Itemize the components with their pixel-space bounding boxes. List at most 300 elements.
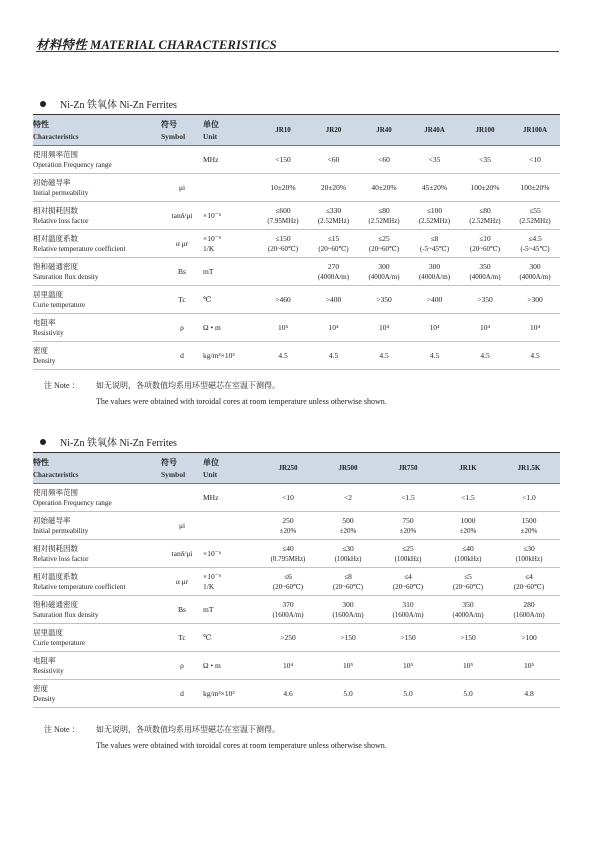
unit-cell <box>203 680 258 708</box>
value-cell <box>359 146 409 174</box>
value-condition: (2.52MHz) <box>519 216 551 225</box>
symbol-cell: ρ <box>161 314 203 342</box>
value-cell <box>510 286 560 314</box>
symbol-cell: ρ <box>161 652 203 680</box>
header-unit: 单位 Unit <box>203 453 258 484</box>
value-cell <box>378 484 438 512</box>
table-row <box>33 146 560 174</box>
value-main: <1.5 <box>461 492 475 502</box>
value-condition: (1600A/m) <box>392 610 424 619</box>
characteristic-en: Relative temperature coefficient <box>33 582 126 591</box>
value-main: 10⁴ <box>378 322 390 332</box>
value-cell <box>258 624 318 652</box>
characteristic-zh: 居里温度 <box>33 289 63 299</box>
value-cell <box>258 258 308 286</box>
symbol-cell: d <box>161 342 203 370</box>
value-main: 4.5 <box>530 350 540 360</box>
value-main: 100±20% <box>520 182 550 192</box>
unit-text-2: 1/K <box>203 581 215 591</box>
value-cell <box>258 568 318 596</box>
value-condition: (100kHz) <box>454 554 482 563</box>
value-cell <box>438 652 498 680</box>
value-main: ≤15 <box>327 233 340 243</box>
value-cell <box>438 680 498 708</box>
value-condition: (1600A/m) <box>513 610 545 619</box>
value-cell <box>359 174 409 202</box>
unit-text: kg/m³×10³ <box>203 688 235 698</box>
value-cell <box>378 596 438 624</box>
value-main: >400 <box>426 294 443 304</box>
value-condition: (7.95MHz) <box>267 216 299 225</box>
symbol-cell: Tc <box>161 624 203 652</box>
value-cell <box>258 314 308 342</box>
note-label: 注 Note ： <box>44 725 80 734</box>
note-english: The values were obtained with toroidal cores at room temperature unless otherwise shown. <box>96 741 387 750</box>
unit-cell <box>203 174 258 202</box>
value-main: ≤8 <box>344 571 352 581</box>
symbol-cell: tanδ/μi <box>161 540 203 568</box>
value-cell <box>378 540 438 568</box>
value-cell <box>498 512 560 540</box>
symbol-cell: α μr <box>161 568 203 596</box>
value-condition: (-5~45℃) <box>419 244 450 253</box>
unit-cell <box>203 512 258 540</box>
value-condition: (20~60℃) <box>392 582 424 591</box>
characteristic-en: Operation Frequency range <box>33 160 112 169</box>
value-cell <box>409 230 460 258</box>
section-heading-text: Ni-Zn 铁氧体 Ni-Zn Ferrites <box>60 438 177 449</box>
value-main: ≤5 <box>464 571 472 581</box>
value-cell <box>498 652 560 680</box>
value-main: 100±20% <box>470 182 500 192</box>
value-cell <box>438 540 498 568</box>
section-heading-text: Ni-Zn 铁氧体 Ni-Zn Ferrites <box>60 100 177 111</box>
value-main: 10⁵ <box>277 322 289 332</box>
table-row <box>33 512 560 540</box>
value-cell <box>438 568 498 596</box>
value-condition: (100kHz) <box>515 554 543 563</box>
value-condition: (100kHz) <box>334 554 362 563</box>
characteristic-zh: 相对损耗因数 <box>33 543 78 553</box>
value-cell <box>258 596 318 624</box>
characteristic-en: Density <box>33 356 56 365</box>
value-cell <box>258 652 318 680</box>
value-main: 350 <box>479 261 491 271</box>
value-main: ≤10 <box>479 233 491 243</box>
value-cell <box>318 484 378 512</box>
value-condition: (100kHz) <box>394 554 422 563</box>
value-cell <box>510 174 560 202</box>
material-table-1 <box>33 114 560 370</box>
value-condition: (2.52MHz) <box>368 216 400 225</box>
value-cell <box>498 596 560 624</box>
value-condition: (20~60℃) <box>513 582 545 591</box>
table-row <box>33 568 560 596</box>
value-condition: (20~60℃) <box>469 244 501 253</box>
value-condition: (2.52MHz) <box>317 216 350 225</box>
value-main: 500 <box>342 515 354 525</box>
unit-cell <box>203 314 258 342</box>
characteristic-zh: 相对温度系数 <box>33 571 78 581</box>
value-main: <150 <box>275 154 291 164</box>
value-main: ≤100 <box>426 205 443 215</box>
value-condition: (2.52MHz) <box>418 216 451 225</box>
unit-cell <box>203 540 258 568</box>
table-row <box>33 596 560 624</box>
value-cell <box>409 286 460 314</box>
characteristic-zh: 电阻率 <box>33 655 56 665</box>
characteristic-zh: 居里温度 <box>33 627 63 637</box>
value-condition: (20~60℃) <box>272 582 304 591</box>
value-main: 10⁴ <box>529 322 541 332</box>
value-condition: ±20% <box>459 526 477 535</box>
value-cell <box>409 146 460 174</box>
table-row <box>33 652 560 680</box>
unit-text: ×10⁻⁶ <box>203 210 222 220</box>
value-cell <box>359 258 409 286</box>
value-main: <60 <box>327 154 340 164</box>
value-main: 310 <box>402 599 414 609</box>
value-main: 10⁴ <box>479 322 491 332</box>
value-main: <60 <box>378 154 390 164</box>
value-condition: (4000A/m) <box>519 272 551 281</box>
characteristic-zh: 电阻率 <box>33 317 56 327</box>
value-cell <box>258 230 308 258</box>
symbol-cell: α μr <box>161 230 203 258</box>
value-condition: (-5~45℃) <box>520 244 550 253</box>
value-cell <box>378 680 438 708</box>
value-main: >400 <box>325 294 342 304</box>
characteristic-cell <box>33 624 161 652</box>
unit-text: ×10⁻⁶ <box>203 548 222 558</box>
characteristic-cell <box>33 680 161 708</box>
value-cell <box>498 568 560 596</box>
note-chinese: 如无说明，各项数值均系用环型磁芯在室温下测得。 <box>96 381 280 390</box>
value-cell <box>498 680 560 708</box>
symbol-cell: μi <box>161 512 203 540</box>
title-divider <box>36 51 559 52</box>
characteristic-en: Saturation flux density <box>33 610 99 619</box>
characteristic-en: Curie temperature <box>33 638 86 647</box>
value-cell <box>318 680 378 708</box>
header-grade: JR100A <box>510 115 560 146</box>
value-main: 45±20% <box>421 182 448 192</box>
characteristic-zh: 相对温度系数 <box>33 233 78 243</box>
characteristic-en: Initial permeability <box>33 526 89 535</box>
value-main: <1.0 <box>522 492 536 502</box>
value-cell <box>258 146 308 174</box>
value-cell <box>460 230 510 258</box>
value-cell <box>378 624 438 652</box>
value-main: ≤6 <box>284 571 292 581</box>
note-chinese: 如无说明，各项数值均系用环型磁芯在室温下测得。 <box>96 725 280 734</box>
note-english: The values were obtained with toroidal cores at room temperature unless otherwise shown. <box>96 397 387 406</box>
value-main: 10⁵ <box>342 660 354 670</box>
value-main: ≤600 <box>275 205 291 215</box>
characteristic-en: Relative loss factor <box>33 216 89 225</box>
note <box>44 722 387 754</box>
characteristic-en: Curie temperature <box>33 300 86 309</box>
bullet-icon <box>40 439 46 445</box>
table-row <box>33 286 560 314</box>
characteristic-en: Saturation flux density <box>33 272 99 281</box>
characteristic-en: Operation Frequency range <box>33 498 112 507</box>
value-main: 1000 <box>460 515 476 525</box>
value-main: ≤4 <box>525 571 533 581</box>
header-grade: JR20 <box>308 115 359 146</box>
characteristic-cell <box>33 286 161 314</box>
characteristic-cell <box>33 568 161 596</box>
header-grade: JR750 <box>378 453 438 484</box>
table-row <box>33 540 560 568</box>
value-condition: ±20% <box>399 526 417 535</box>
value-main: 4.5 <box>429 350 440 360</box>
value-cell <box>258 512 318 540</box>
characteristic-zh: 相对损耗因数 <box>33 205 78 215</box>
value-cell <box>460 286 510 314</box>
unit-text: ℃ <box>203 294 212 304</box>
characteristic-zh: 密度 <box>33 345 48 355</box>
value-main: ≤30 <box>342 543 354 553</box>
characteristic-cell <box>33 512 161 540</box>
unit-cell <box>203 258 258 286</box>
value-cell <box>308 286 359 314</box>
value-cell <box>258 680 318 708</box>
unit-cell <box>203 568 258 596</box>
symbol-cell <box>161 484 203 512</box>
value-cell <box>409 342 460 370</box>
value-main: 40±20% <box>371 182 397 192</box>
value-main: 10⁴ <box>282 660 294 670</box>
value-main: ≤150 <box>275 233 291 243</box>
value-cell <box>498 624 560 652</box>
value-cell <box>409 174 460 202</box>
value-cell <box>359 286 409 314</box>
header-characteristics: 特性 Characteristics <box>33 453 161 484</box>
unit-cell <box>203 146 258 174</box>
symbol-cell: Bs <box>161 258 203 286</box>
value-cell <box>498 540 560 568</box>
characteristic-en: Relative loss factor <box>33 554 89 563</box>
value-main: 10±20% <box>270 182 296 192</box>
value-condition: (20~60℃) <box>332 582 364 591</box>
value-main: 300 <box>428 261 441 271</box>
characteristic-en: Resistivity <box>33 666 64 675</box>
value-condition: (1600A/m) <box>272 610 304 619</box>
value-cell <box>359 314 409 342</box>
value-main: 20±20% <box>320 182 347 192</box>
characteristic-cell <box>33 652 161 680</box>
characteristic-zh: 饱和磁通密度 <box>33 261 78 271</box>
value-condition: (4000A/m) <box>452 610 484 619</box>
value-condition: (4000A/m) <box>368 272 400 281</box>
value-cell <box>498 484 560 512</box>
value-main: 4.5 <box>480 350 490 360</box>
unit-cell <box>203 202 258 230</box>
value-cell <box>510 230 560 258</box>
header-symbol: 符号 Symbol <box>161 453 203 484</box>
unit-text: Ω • m <box>203 322 221 332</box>
value-cell <box>318 568 378 596</box>
symbol-cell: Bs <box>161 596 203 624</box>
value-main: 10⁴ <box>328 322 339 332</box>
value-condition: ±20% <box>279 526 297 535</box>
value-cell <box>510 202 560 230</box>
characteristic-en: Resistivity <box>33 328 64 337</box>
value-main: ≤30 <box>523 543 535 553</box>
value-main: ≤4.5 <box>528 233 542 243</box>
characteristic-zh: 初始磁导率 <box>33 177 71 187</box>
characteristic-cell <box>33 146 161 174</box>
value-main: ≤80 <box>479 205 491 215</box>
value-cell <box>438 624 498 652</box>
value-cell <box>510 342 560 370</box>
value-main: <10 <box>282 492 294 502</box>
symbol-cell: d <box>161 680 203 708</box>
table-row <box>33 174 560 202</box>
header-grade: JR10 <box>258 115 308 146</box>
value-main: 4.5 <box>278 350 288 360</box>
value-condition: (2.52MHz) <box>469 216 501 225</box>
characteristic-zh: 使用频率范围 <box>33 487 78 497</box>
value-cell <box>460 174 510 202</box>
characteristic-cell <box>33 342 161 370</box>
value-cell <box>510 146 560 174</box>
value-cell <box>460 202 510 230</box>
table-row <box>33 624 560 652</box>
value-main: ≤8 <box>430 233 439 243</box>
symbol-cell <box>161 146 203 174</box>
value-main: 10⁴ <box>429 322 440 332</box>
note <box>44 378 387 410</box>
unit-cell <box>203 652 258 680</box>
value-main: 4.5 <box>379 350 389 360</box>
value-cell <box>460 258 510 286</box>
value-main: >150 <box>400 632 416 642</box>
value-cell <box>438 512 498 540</box>
note-label: 注 Note ： <box>44 381 80 390</box>
header-grade: JR40A <box>409 115 460 146</box>
value-main: >150 <box>460 632 476 642</box>
value-condition: (4000A/m) <box>418 272 451 281</box>
value-main: ≤40 <box>282 543 294 553</box>
table-row <box>33 258 560 286</box>
value-cell <box>258 286 308 314</box>
header-grade: JR500 <box>318 453 378 484</box>
value-main: 300 <box>378 261 390 271</box>
value-cell <box>258 202 308 230</box>
characteristic-cell <box>33 258 161 286</box>
characteristic-en: Relative temperature coefficient <box>33 244 126 253</box>
value-cell <box>308 146 359 174</box>
header-symbol: 符号 Symbol <box>161 115 203 146</box>
unit-cell <box>203 596 258 624</box>
value-cell <box>378 568 438 596</box>
value-cell <box>318 624 378 652</box>
characteristic-cell <box>33 230 161 258</box>
value-main: <10 <box>529 154 541 164</box>
symbol-cell: Tc <box>161 286 203 314</box>
unit-cell <box>203 624 258 652</box>
characteristic-cell <box>33 484 161 512</box>
unit-text: mT <box>203 604 214 614</box>
value-main: 750 <box>402 515 414 525</box>
value-cell <box>438 484 498 512</box>
value-condition: (1600A/m) <box>332 610 364 619</box>
value-cell <box>378 652 438 680</box>
value-main: 10⁵ <box>402 660 414 670</box>
value-cell <box>460 314 510 342</box>
value-main: 10⁵ <box>462 660 474 670</box>
value-cell <box>258 484 318 512</box>
characteristic-cell <box>33 314 161 342</box>
unit-cell <box>203 230 258 258</box>
value-cell <box>318 540 378 568</box>
header-grade: JR1.5K <box>498 453 560 484</box>
characteristic-cell <box>33 202 161 230</box>
value-condition: (4000A/m) <box>469 272 501 281</box>
table-row <box>33 202 560 230</box>
unit-cell <box>203 342 258 370</box>
value-cell <box>258 540 318 568</box>
unit-text: ×10⁻⁶ <box>203 571 222 581</box>
value-cell <box>359 342 409 370</box>
value-main: 10⁵ <box>523 660 535 670</box>
unit-cell <box>203 286 258 314</box>
value-cell <box>308 258 359 286</box>
section-heading <box>40 96 177 111</box>
symbol-cell: μi <box>161 174 203 202</box>
characteristic-en: Density <box>33 694 56 703</box>
value-main: ≤80 <box>378 205 390 215</box>
value-cell <box>308 174 359 202</box>
characteristic-cell <box>33 540 161 568</box>
value-condition: (20~60℃) <box>452 582 484 591</box>
value-main: >300 <box>527 294 543 304</box>
value-main: 5.0 <box>343 688 353 698</box>
table-row <box>33 342 560 370</box>
characteristic-zh: 密度 <box>33 683 48 693</box>
value-main: 5.0 <box>463 688 473 698</box>
value-cell <box>359 230 409 258</box>
value-cell <box>318 512 378 540</box>
value-main: <2 <box>344 492 352 502</box>
value-main: ≤330 <box>325 205 342 215</box>
value-main: 350 <box>462 599 474 609</box>
value-condition: ±20% <box>520 526 538 535</box>
value-cell <box>258 342 308 370</box>
value-main: <1.5 <box>401 492 415 502</box>
unit-text: MHz <box>203 154 219 164</box>
value-main: <35 <box>479 154 491 164</box>
value-main: 270 <box>327 261 340 271</box>
unit-text: ℃ <box>203 632 212 642</box>
characteristic-zh: 饱和磁通密度 <box>33 599 78 609</box>
table-row <box>33 680 560 708</box>
value-cell <box>409 314 460 342</box>
header-grade: JR1K <box>438 453 498 484</box>
value-main: 300 <box>529 261 541 271</box>
value-cell <box>359 202 409 230</box>
table-row <box>33 230 560 258</box>
unit-text: ×10⁻⁶ <box>203 233 222 243</box>
value-main: 1500 <box>521 515 537 525</box>
unit-cell <box>203 484 258 512</box>
value-cell <box>308 342 359 370</box>
value-main: 4.6 <box>283 688 293 698</box>
value-cell <box>308 202 359 230</box>
value-condition: (0.795MHz) <box>270 554 306 563</box>
